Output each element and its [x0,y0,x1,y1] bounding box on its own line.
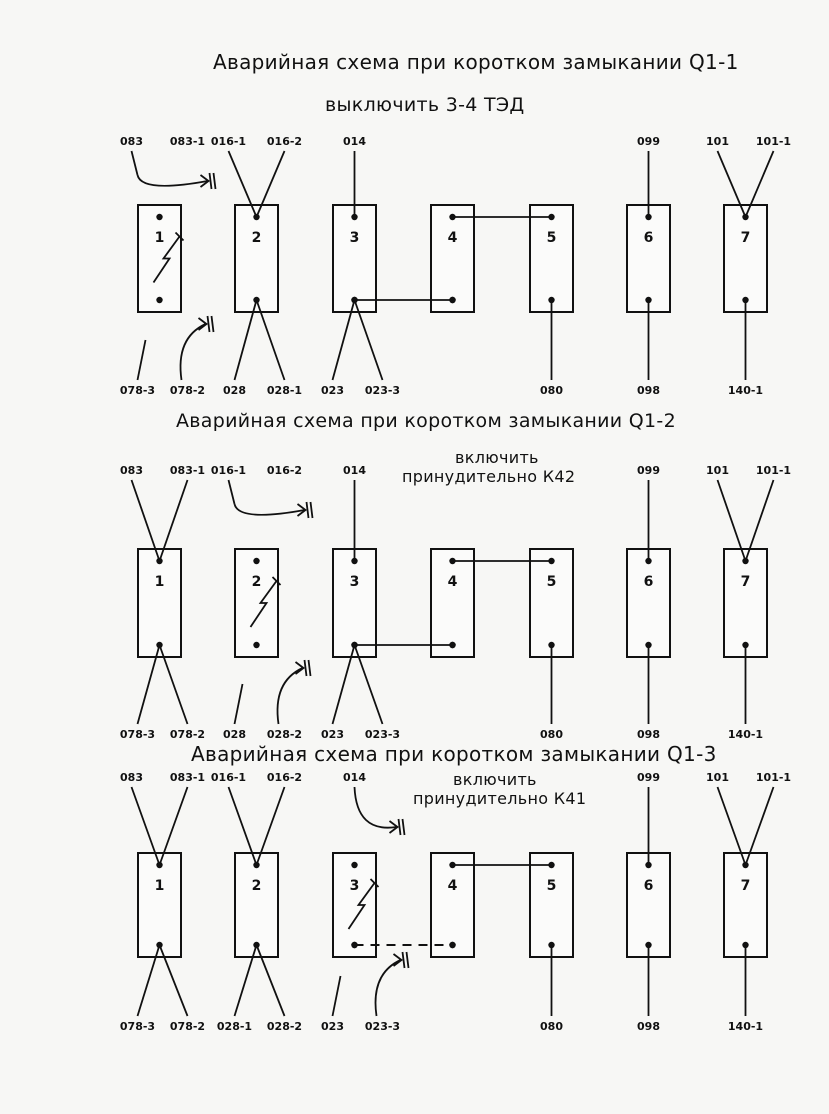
contactor-number: 1 [154,574,165,590]
disconnected-lead [235,502,313,518]
terminal-label: 028 [223,384,246,397]
disconnected-lead [376,952,409,1016]
contactor-5-body [530,853,573,957]
contactor-number: 3 [349,230,360,246]
contactor-2-body [235,853,278,957]
terminal-label: 083 [120,135,143,148]
terminal-label: 023-3 [364,1020,401,1033]
contactor-number: 4 [447,230,458,246]
contactor-number: 1 [154,230,165,246]
contactor-7 [706,771,791,1033]
terminal-label: 028 [223,728,246,741]
terminal-label: 016-1 [210,464,247,477]
terminal-label: 023-3 [364,384,401,397]
terminal-label: 101 [706,464,729,477]
terminal-label: 023-3 [364,728,401,741]
scheme-2-instruction-line2: принудительно К42 [402,467,576,486]
terminal-label: 028-1 [266,384,303,397]
terminal-label: 101-1 [755,464,792,477]
disconnected-lead [278,660,311,724]
terminal-label: 028-2 [266,1020,303,1033]
contactor-2 [211,135,302,397]
disconnected-lead [355,787,405,835]
terminal-label: 083 [120,464,143,477]
contactor-1-body [138,549,181,657]
terminal-label: 083 [120,771,143,784]
contactor-number: 7 [740,878,751,894]
contactor-4 [431,205,474,312]
terminal-label: 099 [637,464,660,477]
terminal-label: 023 [321,728,344,741]
scheme-3-instruction-line2: принудительно К41 [413,789,587,808]
contactor-1-body [138,205,181,312]
terminal-label: 014 [343,464,366,477]
contactor-2-body [235,549,278,657]
contactor-5-body [530,549,573,657]
terminal-label: 101 [706,135,729,148]
terminal-label: 101-1 [755,771,792,784]
lead-wire [138,340,146,380]
contactor-2-body [235,205,278,312]
terminal-label: 016-1 [210,771,247,784]
contactor-number: 2 [251,878,262,894]
terminal-label: 028-2 [266,728,303,741]
terminal-label: 016-2 [266,464,303,477]
lead-wire [132,151,138,175]
bridge-dot [449,942,455,948]
lead-wire [333,976,341,1016]
bridge-dot [351,642,357,648]
disconnected-lead [181,316,214,380]
terminal-label: 083-1 [169,135,206,148]
terminal-label: 083-1 [169,464,206,477]
contactor-6 [627,771,670,1033]
contactor-5 [530,853,573,1033]
contactor-5 [530,549,573,741]
terminal-label: 080 [540,1020,563,1033]
lead-wire [229,480,235,504]
terminal-label: 098 [637,1020,660,1033]
terminal-label: 078-3 [119,384,156,397]
contactor-number: 5 [546,230,557,246]
terminal-label: 099 [637,771,660,784]
terminal-label: 083-1 [169,771,206,784]
terminal-label: 078-3 [119,728,156,741]
scheme-1-instruction: выключить 3-4 ТЭД [325,94,525,116]
contactor-number: 2 [251,574,262,590]
scheme-3-title: Аварийная схема при коротком замыкании Q1-3 [191,742,717,766]
contactor-4-body [431,853,474,957]
contactor-number: 5 [546,878,557,894]
bottom-terminal-dot [156,297,162,303]
contactor-6 [627,135,670,397]
contactor-number: 3 [349,878,360,894]
contactor-5 [530,205,573,397]
bridge-dot [449,642,455,648]
terminal-label: 014 [343,135,366,148]
contactor-3 [321,771,408,1033]
contactor-number: 4 [447,574,458,590]
contactor-4 [431,853,474,957]
contactor-3-body [333,549,376,657]
terminal-label: 014 [343,771,366,784]
terminal-label: 078-3 [119,1020,156,1033]
terminal-label: 078-2 [169,1020,206,1033]
bridge-dot [351,942,357,948]
contactor-3-body [333,205,376,312]
contactor-7 [706,135,791,397]
bottom-terminal-dot [253,642,259,648]
terminal-label: 078-2 [169,384,206,397]
contactor-7 [706,464,791,741]
terminal-label: 023 [321,1020,344,1033]
terminal-label: 101-1 [755,135,792,148]
contactor-3 [321,464,400,741]
contactor-6-body [627,549,670,657]
terminal-label: 016-1 [210,135,247,148]
scheme-1-title: Аварийная схема при коротком замыкании Q1-1 [213,50,739,74]
contactor-number: 7 [740,574,751,590]
contactor-number: 3 [349,574,360,590]
contactor-1-body [138,853,181,957]
contactor-number: 6 [643,878,654,894]
terminal-label: 140-1 [727,1020,764,1033]
contactor-number: 4 [447,878,458,894]
contactor-1 [120,464,205,741]
lead-wire [235,684,243,724]
contactor-number: 6 [643,230,654,246]
bridge-dot [449,297,455,303]
contactor-2 [211,771,302,1033]
contactor-7-body [724,205,767,312]
scheme-3-circuit [120,771,791,1033]
terminal-label: 098 [637,384,660,397]
disconnected-lead [138,173,216,189]
terminal-label: 016-2 [266,135,303,148]
scheme-2-instruction-line1: включить [455,448,539,467]
top-terminal-dot [156,214,162,220]
contactor-2 [211,464,313,741]
contactor-3-body [333,853,376,957]
terminal-label: 098 [637,728,660,741]
terminal-label: 080 [540,384,563,397]
contactor-4-body [431,205,474,312]
contactor-number: 7 [740,230,751,246]
terminal-label: 023 [321,384,344,397]
terminal-label: 078-2 [169,728,206,741]
contactor-number: 6 [643,574,654,590]
contactor-4 [431,549,474,657]
contactor-6 [627,464,670,741]
scheme-1-circuit [120,135,791,397]
top-terminal-dot [351,862,357,868]
contactor-6-body [627,205,670,312]
contactor-5-body [530,205,573,312]
contactor-number: 1 [154,878,165,894]
contactor-number: 5 [546,574,557,590]
terminal-label: 080 [540,728,563,741]
contactor-3 [321,135,400,397]
scheme-2-circuit [120,464,791,741]
contactor-4-body [431,549,474,657]
scheme-2-title: Аварийная схема при коротком замыкании Q1-2 [176,410,676,432]
contactor-1 [120,135,216,397]
contactor-number: 2 [251,230,262,246]
top-terminal-dot [253,558,259,564]
terminal-label: 099 [637,135,660,148]
bridge-dot [351,297,357,303]
contactor-7-body [724,853,767,957]
terminal-label: 140-1 [727,384,764,397]
scheme-3-instruction-line1: включить [453,770,537,789]
contactor-6-body [627,853,670,957]
terminal-label: 101 [706,771,729,784]
terminal-label: 028-1 [216,1020,253,1033]
contactor-1 [120,771,205,1033]
terminal-label: 016-2 [266,771,303,784]
contactor-7-body [724,549,767,657]
terminal-label: 140-1 [727,728,764,741]
